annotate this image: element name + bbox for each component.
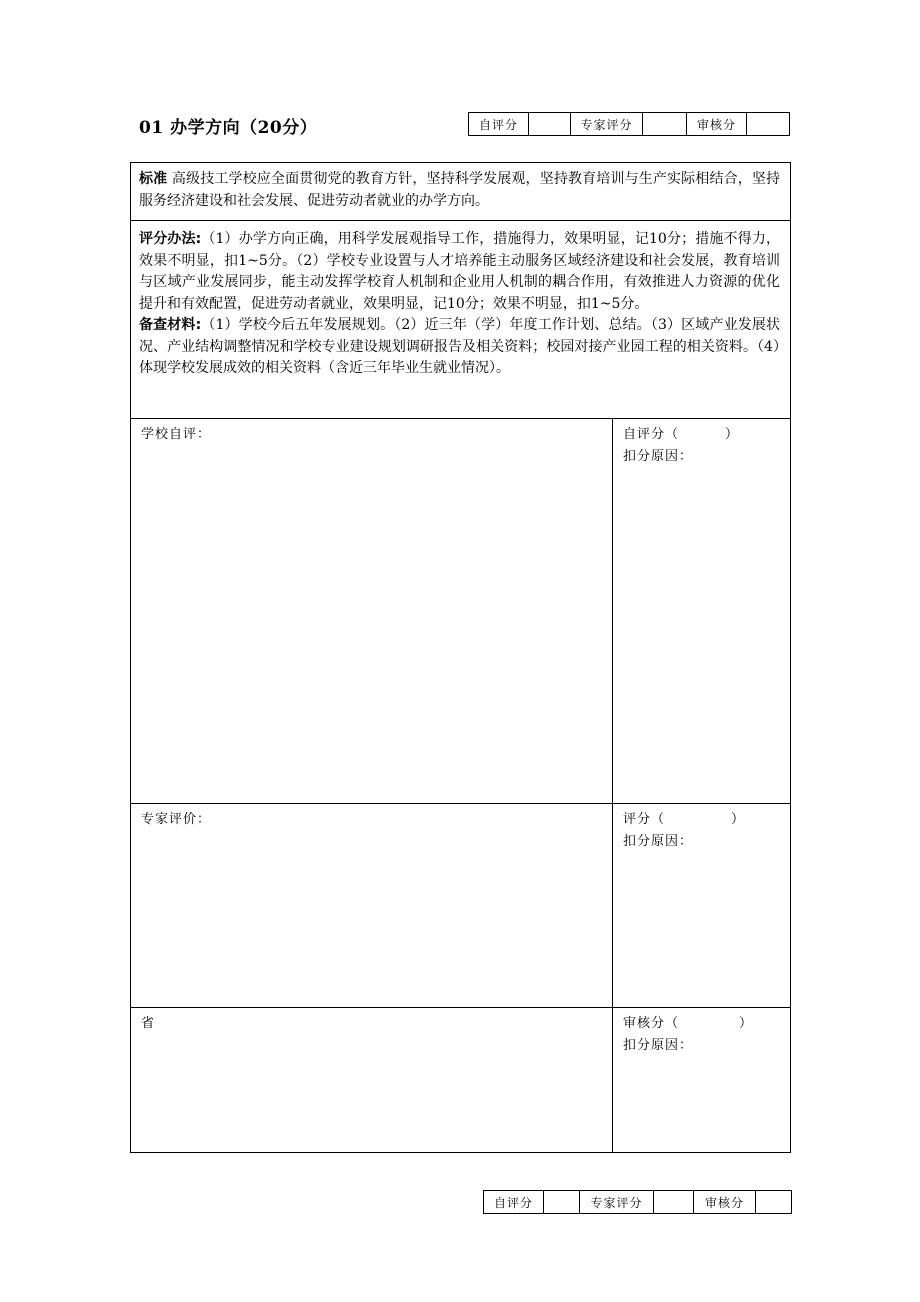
evaluation-table — [130, 162, 791, 1153]
section-title: 01 办学方向（20分） — [139, 118, 318, 138]
materials-label: 备查材料 — [139, 317, 196, 333]
self-deduction-reason-label: 扣分原因： — [623, 449, 694, 464]
expert-deduction-reason-label: 扣分原因： — [623, 834, 694, 849]
footer-self-score-label: 自评分 — [484, 1191, 544, 1214]
expert-score-value[interactable] — [643, 113, 687, 136]
footer-self-score-value[interactable] — [544, 1191, 580, 1214]
self-eval-label: 学校自评： — [141, 427, 212, 442]
audit-score-cell[interactable] — [613, 1008, 791, 1153]
standard-label: 标准 — [139, 171, 168, 187]
header-score-bar — [468, 112, 790, 136]
audit-score-label: 审核分 — [687, 113, 747, 136]
expert-score-cell[interactable] — [613, 804, 791, 1008]
expert-eval-cell[interactable] — [131, 804, 613, 1008]
province-eval-label: 省 — [141, 1016, 156, 1031]
standard-cell — [131, 163, 791, 221]
footer-expert-score-value[interactable] — [654, 1191, 694, 1214]
self-eval-cell[interactable] — [131, 419, 613, 804]
province-eval-cell[interactable] — [131, 1008, 613, 1153]
method-materials-cell: 评分办法:（1）办学方向正确，用科学发展观指导工作，措施得力，效果明显，记10分；措施不得力，效果不明显，扣1~5分。（2）学校专业设置与人才培养能主动服务区域经济建设和社会发展，教育培训与区域产业发展同步，能主动发挥学校育人机制和企业用人机制的耦合作用，有效推进人力资源的优化提升和有效配置，促进劳动者就业，效果明显，记10分；效果不明显，扣1~5分。 备查材料:（1）学校今后五年发展规划。（2）近三年（学）年度工作计划、总结。（3）区域产业发展状况、产业结构调整情况和学校专业建设规划调研报告及相关资料；校园对接产业园工程的相关资料。（4）体现学校发展成效的相关资料（含近三年毕业生就业情况）。 — [131, 221, 791, 419]
self-score-label: 自评分 — [469, 113, 529, 136]
self-score-line: 自评分（ ） — [623, 427, 740, 442]
expert-score-label: 专家评分 — [571, 113, 643, 136]
footer-audit-score-value[interactable] — [756, 1191, 792, 1214]
footer-expert-score-label: 专家评分 — [580, 1191, 654, 1214]
scoring-method-text: （1）办学方向正确，用科学发展观指导工作，措施得力，效果明显，记10分；措施不得力，效果不明显，扣1~5分。（2）学校专业设置与人才培养能主动服务区域经济建设和社会发展，教育培训与区域产业发展同步，能主动发挥学校育人机制和企业用人机制的耦合作用，有效推进人力资源的优化提升和有效配置，促进劳动者就业，效果明显，记10分；效果不明显，扣1~5分。 — [139, 231, 781, 312]
audit-score-value[interactable] — [747, 113, 790, 136]
audit-deduction-reason-label: 扣分原因： — [623, 1038, 694, 1053]
materials-text: （1）学校今后五年发展规划。（2）近三年（学）年度工作计划、总结。（3）区域产业发展状况、产业结构调整情况和学校专业建设规划调研报告及相关资料；校园对接产业园工程的相关资料。（4）体现学校发展成效的相关资料（含近三年毕业生就业情况）。 — [139, 317, 781, 376]
standard-text: 高级技工学校应全面贯彻党的教育方针，坚持科学发展观，坚持教育培训与生产实际相结合，坚持服务经济建设和社会发展、促进劳动者就业的办学方向。 — [139, 171, 781, 209]
footer-audit-score-label: 审核分 — [694, 1191, 756, 1214]
scoring-method-label: 评分办法 — [139, 231, 196, 247]
audit-score-line: 审核分（ ） — [623, 1016, 754, 1031]
footer-score-bar — [483, 1190, 792, 1214]
expert-score-line: 评分（ ） — [623, 812, 746, 827]
expert-eval-label: 专家评价： — [141, 812, 212, 827]
self-score-value[interactable] — [529, 113, 571, 136]
self-score-cell[interactable] — [613, 419, 791, 804]
